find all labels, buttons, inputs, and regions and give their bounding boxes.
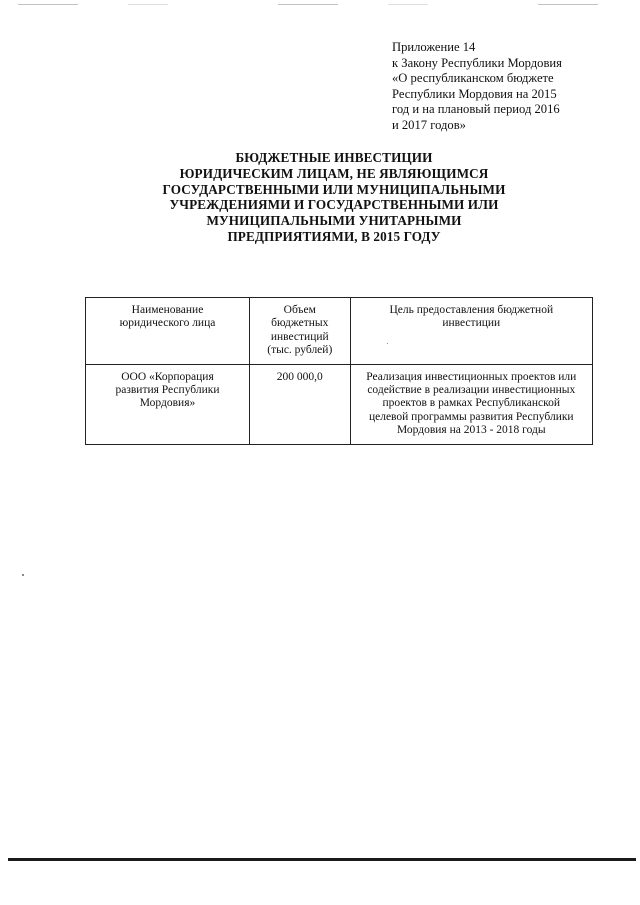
appendix-line: год и на плановый период 2016 [392,102,560,117]
table-row [86,364,593,444]
header-text-line: (тыс. рублей) [267,344,333,357]
table-header-row [86,298,593,365]
header-text-line: инвестиций [270,330,329,343]
header-text-line: юридического лица [119,317,216,330]
cell-text-line: содействие в реализации инвестиционных [367,384,576,397]
cell-text-line: проектов в рамках Республиканской [382,397,561,410]
cell-text-line: ООО «Корпорация [121,370,214,383]
cell-text-line: целевой программы развития Республики [368,410,574,423]
header-text-line: Наименование [131,304,204,316]
appendix-line: «О республиканском бюджете [392,71,554,86]
scan-speck [22,574,24,576]
header-text-line: Объем [283,304,316,316]
cell-text-line: Мордовия на 2013 - 2018 годы [396,424,546,437]
header-entity-name [86,298,250,365]
header-text-line: бюджетных [271,317,329,330]
cell-text-line: 200 000,0 [276,370,323,383]
title-line: МУНИЦИПАЛЬНЫМИ УНИТАРНЫМИ [206,213,462,229]
appendix-note [392,40,622,134]
appendix-line: к Закону Республики Мордовия [392,55,562,70]
document-title [100,150,568,245]
header-text-line: Цель предоставления бюджетной [389,304,554,316]
title-line: ПРЕДПРИЯТИЯМИ, В 2015 ГОДУ [227,228,441,244]
cell-investment-purpose [350,364,592,444]
scan-artifact-top [18,4,618,5]
appendix-line: Приложение 14 [392,40,476,54]
investment-table [85,297,593,445]
scan-speck [387,343,388,344]
title-line: БЮДЖЕТНЫЕ ИНВЕСТИЦИИ [235,150,433,165]
header-text-line: инвестиции [442,317,501,330]
header-investment-amount [249,298,350,365]
cell-entity-name [86,364,250,444]
appendix-line: и 2017 годов» [392,117,466,132]
scan-artifact-bottom [8,858,636,861]
cell-text-line: Мордовия» [139,397,196,410]
title-line: УЧРЕЖДЕНИЯМИ И ГОСУДАРСТВЕННЫМИ ИЛИ [169,197,499,213]
cell-investment-amount [249,364,350,444]
title-line: ЮРИДИЧЕСКИМ ЛИЦАМ, НЕ ЯВЛЯЮЩИМСЯ [179,165,489,181]
cell-text-line: Реализация инвестиционных проектов или [366,370,577,383]
title-line: ГОСУДАРСТВЕННЫМИ ИЛИ МУНИЦИПАЛЬНЫМИ [162,181,506,197]
appendix-line: Республики Мордовия на 2015 [392,86,557,101]
cell-text-line: развития Республики [115,384,220,397]
header-investment-purpose [350,298,592,365]
